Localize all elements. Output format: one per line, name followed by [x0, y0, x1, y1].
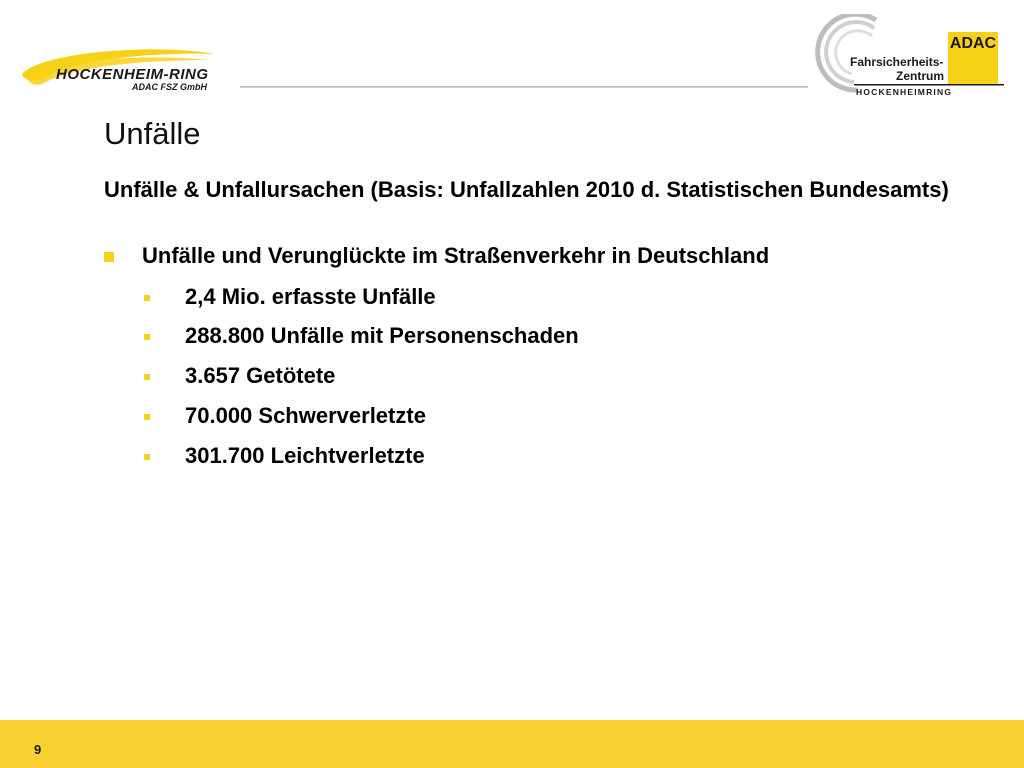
hockenheim-ring-logo: [14, 44, 244, 100]
logo-line-2: Zentrum: [896, 69, 944, 83]
logo-subtitle: ADAC FSZ GmbH: [132, 82, 207, 92]
logo-line-1: Fahrsicherheits-: [850, 55, 944, 69]
logo-location: HOCKENHEIMRING: [856, 87, 953, 97]
bullet-text: Unfälle und Verunglückte im Straßenverkehr in Deutschland: [142, 243, 770, 268]
list-item-text: 70.000 Schwerverletzte: [185, 403, 426, 428]
small-square-bullet-icon: [144, 295, 150, 301]
list-item-text: 288.800 Unfälle mit Personenschaden: [185, 323, 579, 348]
fahrsicherheitszentrum-logo: [814, 14, 1014, 102]
footer-bar: [0, 720, 1024, 768]
header-divider: [240, 86, 808, 88]
small-square-bullet-icon: [144, 374, 150, 380]
logo-name: HOCKENHEIM-RING: [56, 66, 209, 83]
small-square-bullet-icon: [144, 454, 150, 460]
slide-title: Unfälle: [104, 116, 201, 151]
square-bullet-icon: [104, 252, 114, 262]
list-item-text: 3.657 Getötete: [185, 363, 336, 388]
small-square-bullet-icon: [144, 334, 150, 340]
list-item-text: 301.700 Leichtverletzte: [185, 443, 425, 468]
adac-badge: ADAC: [948, 32, 998, 84]
list-item-text: 2,4 Mio. erfasste Unfälle: [185, 284, 436, 309]
small-square-bullet-icon: [144, 414, 150, 420]
page-number: 9: [34, 742, 42, 757]
slide-subtitle: Unfälle & Unfallursachen (Basis: Unfallzahlen 2010 d. Statistischen Bundesamts): [104, 177, 949, 202]
